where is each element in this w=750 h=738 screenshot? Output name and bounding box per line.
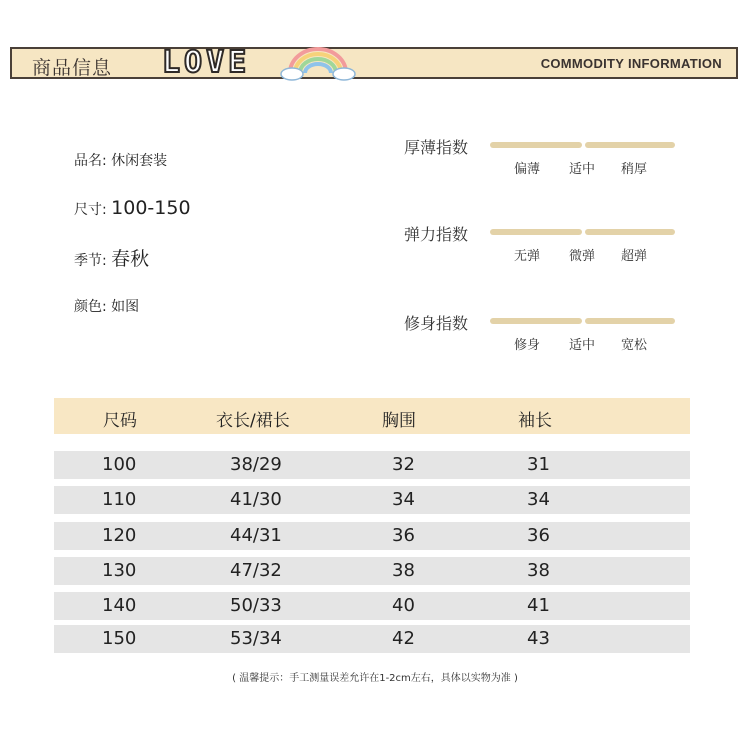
elasticity-index-title: 弹力指数 bbox=[404, 225, 469, 244]
cell-size: 120 bbox=[102, 525, 137, 546]
elasticity-label-super: 超弹 bbox=[621, 249, 648, 264]
banner-title-en: COMMODITY INFORMATION bbox=[540, 56, 722, 71]
fit-label-loose: 宽松 bbox=[621, 338, 648, 353]
product-season-value: 春秋 bbox=[111, 248, 150, 270]
product-season-row bbox=[74, 244, 149, 271]
product-size-label: 尺寸: bbox=[74, 202, 107, 218]
fit-label-slim: 修身 bbox=[514, 338, 541, 353]
size-table-header bbox=[54, 398, 690, 434]
product-color-value: 如图 bbox=[111, 299, 140, 315]
thickness-label-thick: 稍厚 bbox=[621, 162, 648, 177]
thickness-label-thin: 偏薄 bbox=[514, 162, 541, 177]
header-chest: 胸围 bbox=[382, 411, 416, 431]
table-row bbox=[54, 625, 690, 653]
cell-size: 100 bbox=[102, 454, 137, 475]
rainbow-cloud-icon bbox=[280, 43, 356, 81]
elasticity-label-slight: 微弹 bbox=[569, 249, 596, 264]
product-color-row bbox=[74, 296, 139, 316]
cell-size: 150 bbox=[102, 628, 137, 649]
table-row bbox=[54, 592, 690, 620]
cell-size: 110 bbox=[102, 489, 137, 510]
product-name-label: 品名: bbox=[74, 153, 107, 169]
measurement-note: ( 温馨提示：手工测量误差允许在1-2cm左右，具体以实物为准 ) bbox=[232, 673, 518, 684]
cell-length: 47/32 bbox=[230, 560, 282, 581]
thickness-label-medium: 适中 bbox=[569, 162, 596, 177]
product-name-value: 休闲套装 bbox=[111, 153, 168, 169]
cell-chest: 40 bbox=[392, 595, 415, 616]
table-row bbox=[54, 486, 690, 514]
table-row bbox=[54, 522, 690, 550]
product-season-label: 季节: bbox=[74, 253, 107, 269]
thickness-index-bar bbox=[490, 142, 675, 148]
cell-length: 44/31 bbox=[230, 525, 282, 546]
cell-size: 140 bbox=[102, 595, 137, 616]
cell-chest: 36 bbox=[392, 525, 415, 546]
cell-chest: 42 bbox=[392, 628, 415, 649]
fit-label-regular: 适中 bbox=[569, 338, 596, 353]
cell-size: 130 bbox=[102, 560, 137, 581]
product-size-row bbox=[74, 197, 191, 219]
cell-sleeve: 38 bbox=[527, 560, 550, 581]
product-size-value: 100-150 bbox=[111, 197, 191, 219]
cell-sleeve: 31 bbox=[527, 454, 550, 475]
table-row bbox=[54, 557, 690, 585]
product-color-label: 颜色: bbox=[74, 299, 107, 315]
banner-title-cn: 商品信息 bbox=[32, 57, 113, 79]
product-name-row bbox=[74, 150, 167, 170]
cell-chest: 32 bbox=[392, 454, 415, 475]
thickness-index-title: 厚薄指数 bbox=[404, 138, 469, 157]
fit-index-bar bbox=[490, 318, 675, 324]
cell-sleeve: 34 bbox=[527, 489, 550, 510]
header-banner bbox=[10, 47, 738, 79]
header-size: 尺码 bbox=[103, 411, 137, 431]
banner-love-text: LOVE bbox=[162, 45, 251, 80]
cell-length: 50/33 bbox=[230, 595, 282, 616]
cell-chest: 34 bbox=[392, 489, 415, 510]
cell-length: 38/29 bbox=[230, 454, 282, 475]
fit-index-title: 修身指数 bbox=[404, 314, 469, 333]
cell-length: 53/34 bbox=[230, 628, 282, 649]
header-length: 衣长/裙长 bbox=[216, 411, 290, 431]
cell-chest: 38 bbox=[392, 560, 415, 581]
elasticity-index-bar bbox=[490, 229, 675, 235]
cell-sleeve: 41 bbox=[527, 595, 550, 616]
cell-sleeve: 43 bbox=[527, 628, 550, 649]
header-sleeve: 袖长 bbox=[518, 411, 552, 431]
elasticity-label-none: 无弹 bbox=[514, 249, 541, 264]
table-row bbox=[54, 451, 690, 479]
cell-length: 41/30 bbox=[230, 489, 282, 510]
cell-sleeve: 36 bbox=[527, 525, 550, 546]
